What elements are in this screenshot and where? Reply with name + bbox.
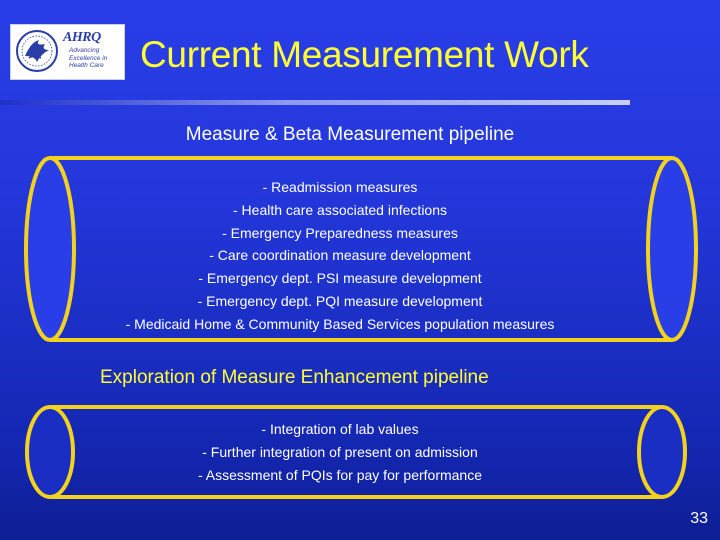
ahrq-logo-wordmark: AHRQ: [63, 30, 101, 45]
section-2-list: [40, 418, 640, 486]
section-1-list: [40, 176, 640, 336]
list-item: - Medicaid Home & Community Based Services population measures: [125, 315, 555, 332]
slide-title: Current Measurement Work: [140, 34, 589, 75]
ahrq-logo-tagline: Advancing Excellence in Health Care: [69, 47, 108, 69]
list-item: - Care coordination measure development: [209, 247, 471, 264]
list-item: - Emergency dept. PQI measure development: [197, 292, 483, 309]
section-2-heading: Exploration of Measure Enhancement pipeline: [100, 367, 489, 388]
section-1-heading: Measure & Beta Measurement pipeline: [185, 124, 515, 145]
page-number: 33: [690, 510, 708, 527]
list-item: - Assessment of PQIs for pay for performance: [198, 466, 482, 483]
list-item: - Readmission measures: [262, 179, 418, 195]
list-item: - Further integration of present on admission: [202, 443, 478, 460]
list-item: - Emergency Preparedness measures: [222, 224, 458, 241]
list-item: - Integration of lab values: [261, 421, 419, 437]
list-item: - Emergency dept. PSI measure development: [198, 270, 482, 287]
list-item: - Health care associated infections: [233, 201, 447, 218]
